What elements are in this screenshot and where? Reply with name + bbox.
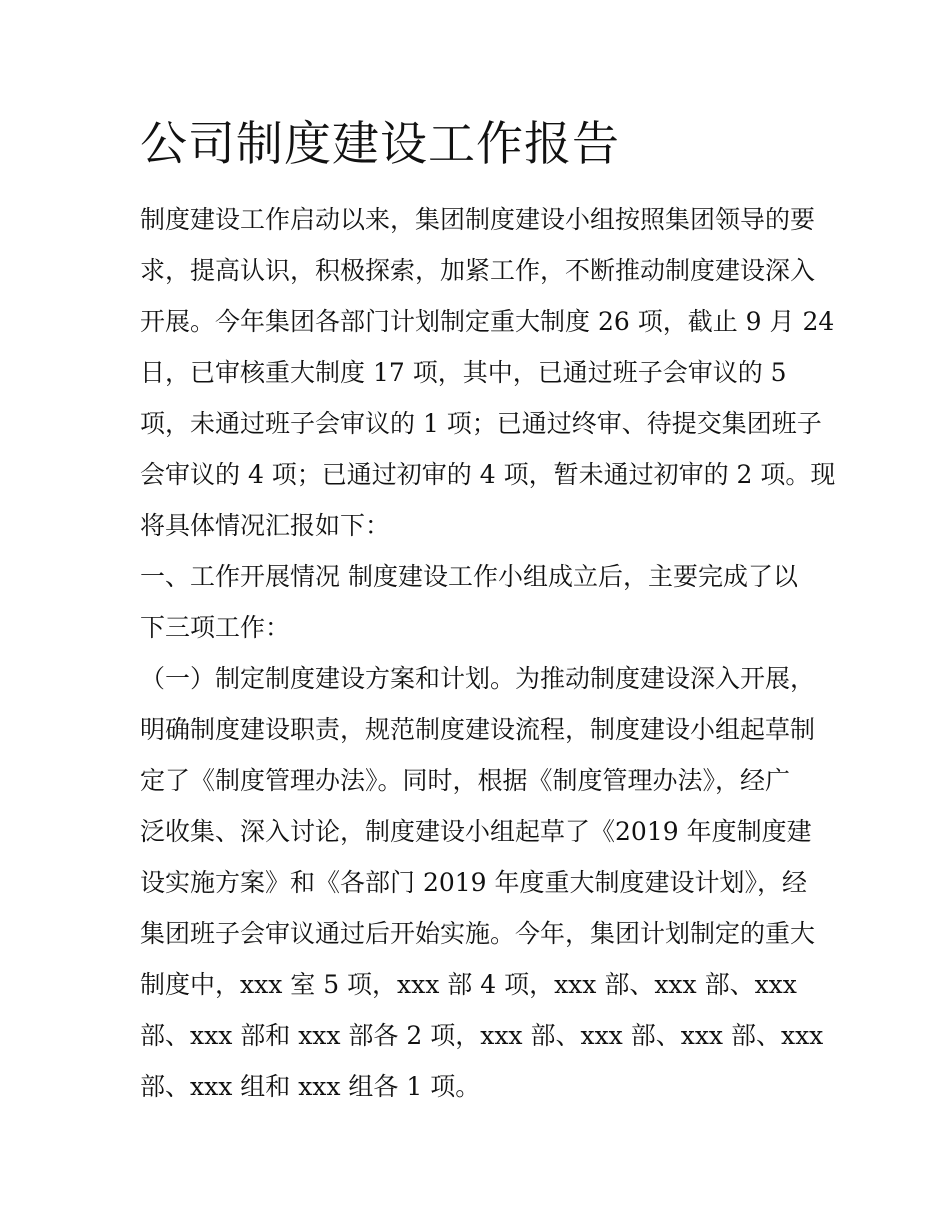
body-line: 部、xxx 组和 xxx 组各 1 项。 xyxy=(140,1072,481,1101)
document-title: 公司制度建设工作报告 xyxy=(140,117,620,172)
body-line: 求，提高认识，积极探索，加紧工作，不断推动制度建设深入 xyxy=(140,256,816,285)
subsection-heading-line: （一）制定制度建设方案和计划。为推动制度建设深入开展， xyxy=(140,664,816,693)
body-line: 下三项工作： xyxy=(140,613,291,642)
body-line: 制度中，xxx 室 5 项，xxx 部 4 项，xxx 部、xxx 部、xxx xyxy=(140,970,797,999)
body-line: 集团班子会审议通过后开始实施。今年，集团计划制定的重大 xyxy=(140,919,816,948)
body-line: 设实施方案》和《各部门 2019 年度重大制度建设计划》，经 xyxy=(140,868,808,897)
body-line: 项，未通过班子会审议的 1 项；已通过终审、待提交集团班子 xyxy=(140,409,822,438)
body-line: 明确制度建设职责，规范制度建设流程，制度建设小组起草制 xyxy=(140,715,816,744)
body-line: 制度建设工作启动以来，集团制度建设小组按照集团领导的要 xyxy=(140,205,816,234)
body-line: 部、xxx 部和 xxx 部各 2 项，xxx 部、xxx 部、xxx 部、xxx xyxy=(140,1021,824,1050)
body-line: 泛收集、深入讨论，制度建设小组起草了《2019 年度制度建 xyxy=(140,817,812,846)
body-line: 将具体情况汇报如下： xyxy=(140,511,391,540)
section-heading-line: 一、工作开展情况 制度建设工作小组成立后，主要完成了以 xyxy=(140,562,798,591)
body-line: 定了《制度管理办法》。同时，根据《制度管理办法》，经广 xyxy=(140,766,791,795)
body-line: 日，已审核重大制度 17 项，其中，已通过班子会审议的 5 xyxy=(140,358,787,387)
body-line: 会审议的 4 项；已通过初审的 4 项，暂未通过初审的 2 项。现 xyxy=(140,460,836,489)
body-line: 开展。今年集团各部门计划制定重大制度 26 项，截止 9 月 24 xyxy=(140,307,835,336)
